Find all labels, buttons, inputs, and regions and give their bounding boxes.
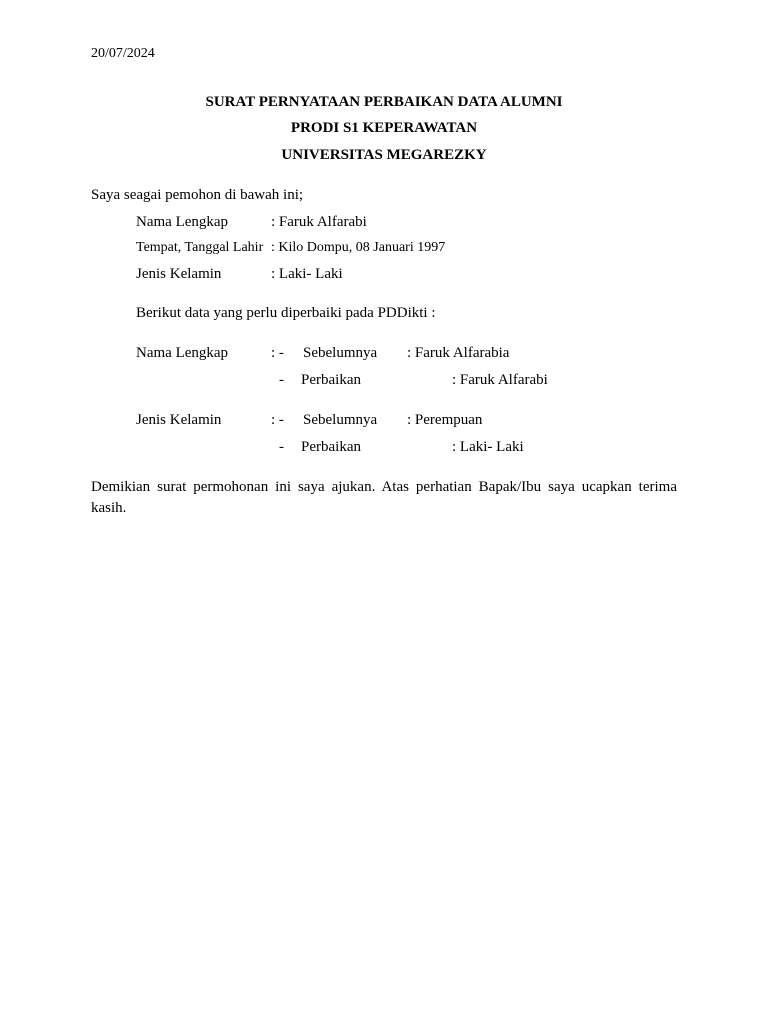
applicant-gender-label: Jenis Kelamin (136, 266, 222, 282)
title-line-3: UNIVERSITAS MEGAREZKY (281, 147, 487, 163)
applicant-birth-label: Tempat, Tanggal Lahir (136, 240, 264, 255)
letter-date: 20/07/2024 (91, 46, 155, 61)
correction-gender-colon-dash: : - (271, 412, 284, 428)
applicant-name-value: : Faruk Alfarabi (271, 214, 367, 230)
correction-name-before-value: : Faruk Alfarabia (407, 345, 510, 361)
correction-name-colon-dash: : - (271, 345, 284, 361)
correction-gender-before-label: Sebelumnya (303, 412, 378, 428)
correction-name-before-label: Sebelumnya (303, 345, 378, 361)
applicant-name-label: Nama Lengkap (136, 214, 229, 230)
applicant-gender-value: : Laki- Laki (271, 266, 343, 282)
closing-paragraph: Demikian surat permohonan ini saya ajukan. Atas perhatian Bapak/Ibu saya ucapkan terima kasih. (91, 479, 677, 516)
correction-gender-label: Jenis Kelamin (136, 412, 222, 428)
correction-name-after-label: Perbaikan (301, 372, 361, 388)
correction-gender-after-label: Perbaikan (301, 439, 361, 455)
title-line-2: PRODI S1 KEPERAWATAN (290, 120, 478, 136)
correction-name-after-value: : Faruk Alfarabi (452, 372, 548, 388)
applicant-birth-value: : Kilo Dompu, 08 Januari 1997 (271, 240, 446, 255)
intro-text: Saya seagai pemohon di bawah ini; (91, 187, 304, 203)
correction-name-dash: - (279, 372, 284, 388)
correction-gender-after-value: : Laki- Laki (452, 439, 524, 455)
correction-name-label: Nama Lengkap (136, 345, 229, 361)
title-line-1: SURAT PERNYATAAN PERBAIKAN DATA ALUMNI (205, 94, 563, 110)
correction-gender-before-value: : Perempuan (407, 412, 483, 428)
correction-gender-dash: - (279, 439, 284, 455)
corrections-intro: Berikut data yang perlu diperbaiki pada PDDikti : (136, 305, 436, 321)
